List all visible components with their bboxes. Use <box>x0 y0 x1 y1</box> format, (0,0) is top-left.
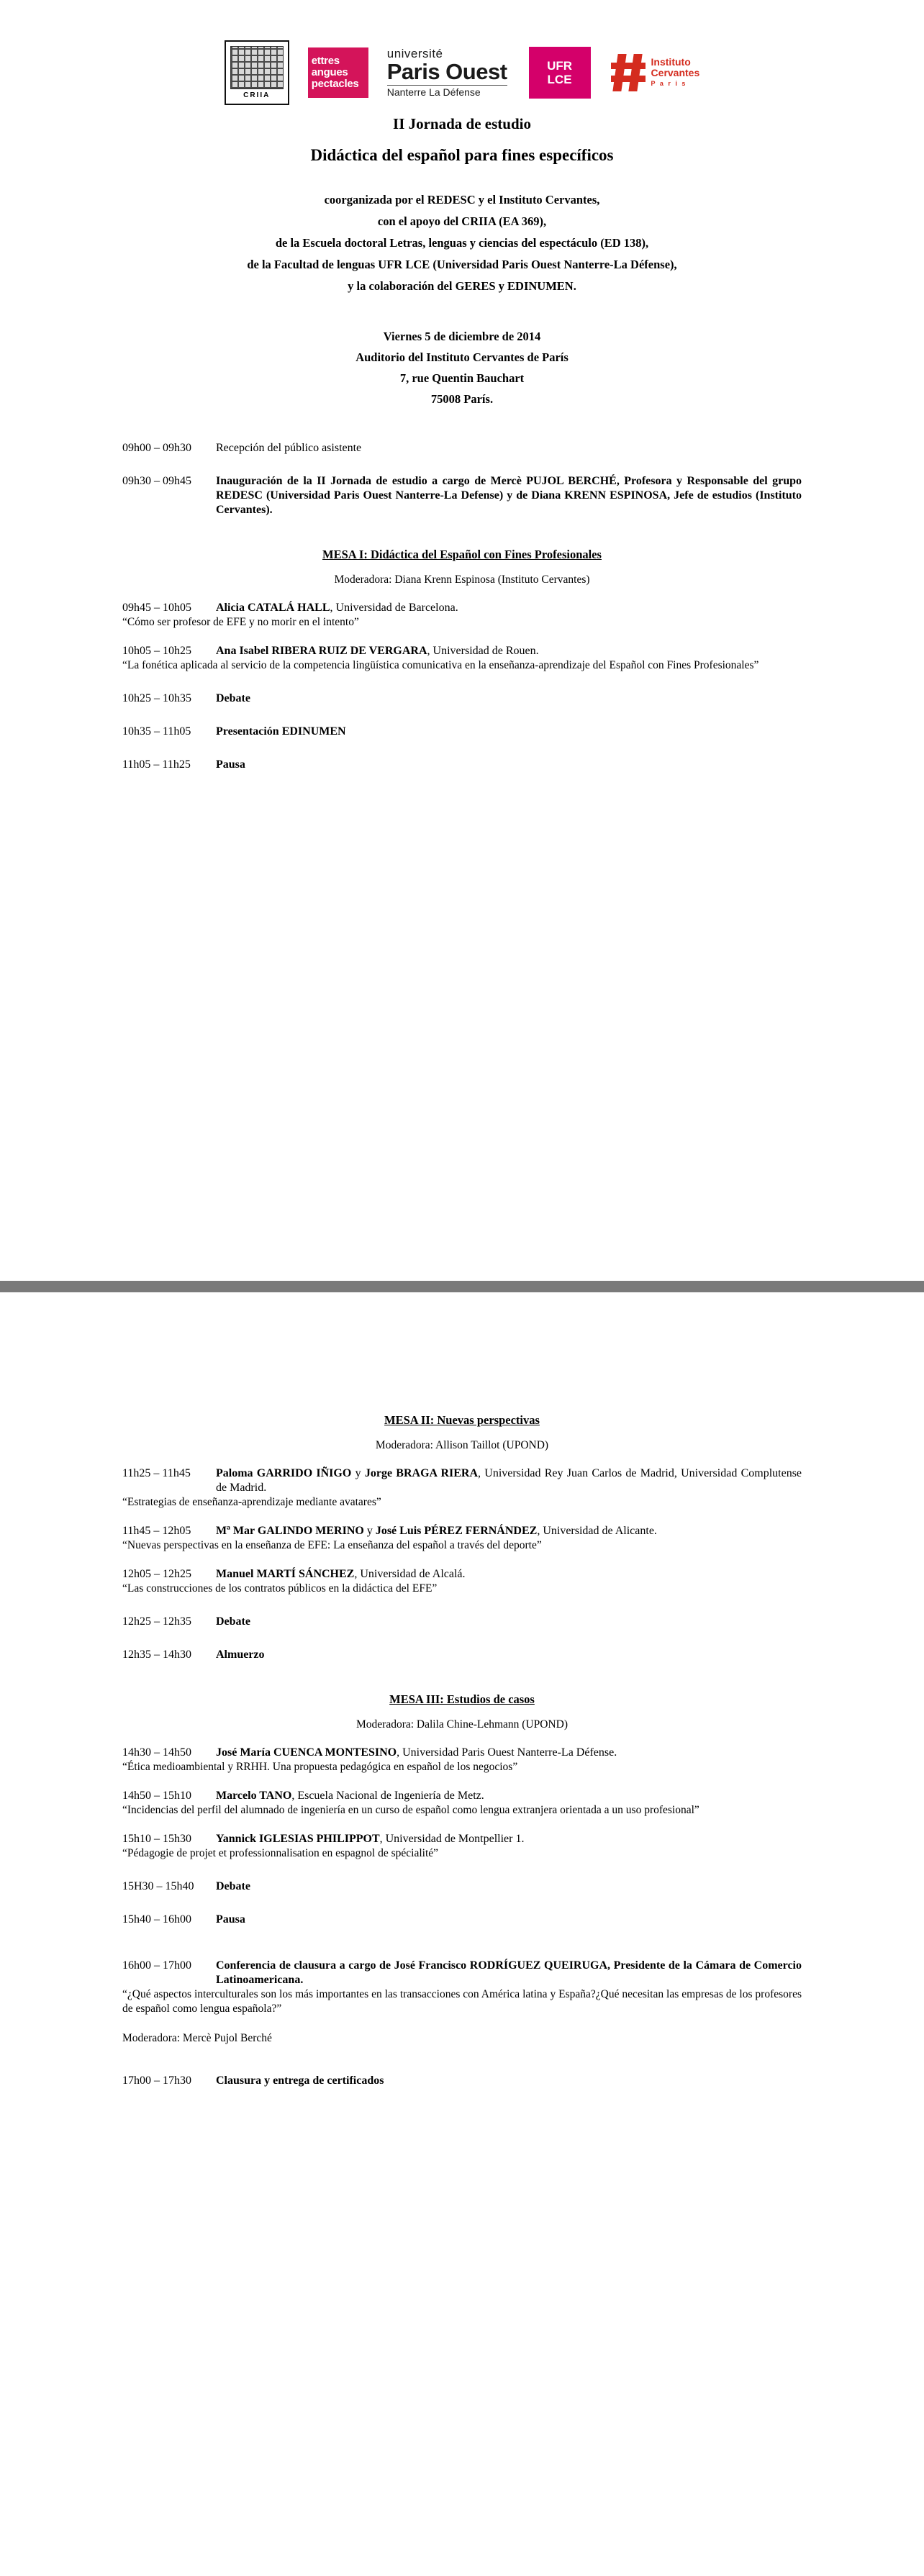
schedule-row <box>122 1789 802 1803</box>
closing-moderator: Moderadora: Mercè Pujol Berché <box>122 2032 272 2044</box>
talk-title: “Incidencias del perfil del alumnado de ingeniería en un curso de español como lengua extranjera orientada a un uso profesional” <box>122 1804 699 1816</box>
schedule-time: 09h30 – 09h45 <box>122 475 191 487</box>
upond-line-1: université <box>386 47 443 61</box>
schedule-time: 15h40 – 16h00 <box>122 1913 191 1926</box>
schedule-desc <box>216 1466 802 1495</box>
schedule-time: 09h00 – 09h30 <box>122 442 191 454</box>
schedule-time: 14h30 – 14h50 <box>122 1746 191 1759</box>
speaker-affiliation: , Universidad Paris Ouest Nanterre-La Défense. <box>397 1746 617 1759</box>
schedule-desc: Almuerzo <box>216 1648 265 1661</box>
schedule-row <box>122 691 802 706</box>
schedule-time: 10h25 – 10h35 <box>122 692 191 704</box>
schedule-time: 10h05 – 10h25 <box>122 645 191 657</box>
schedule-row <box>122 1746 802 1760</box>
closing-conference-title: Conferencia de clausura a cargo de José Francisco RODRÍGUEZ QUEIRUGA, Presidente de la Cámara de Comercio Latinoamericana. <box>216 1959 802 1986</box>
schedule-time: 16h00 – 17h00 <box>122 1959 191 1972</box>
schedule-desc: Inauguración de la II Jornada de estudio a cargo de Mercè PUJOL BERCHÉ, Profesora y Responsable del grupo REDESC (Universidad Paris Ouest Nanterre-La Defense) y de Diana KRENN ESPINOSA, Jefe de estudios (Instituto Cervantes). <box>216 475 802 516</box>
schedule-time: 09h45 – 10h05 <box>122 602 191 614</box>
schedule-desc: Clausura y entrega de certificados <box>216 2074 384 2087</box>
schedule-desc: Presentación EDINUMEN <box>216 725 346 738</box>
talk-title: “Pédagogie de projet et professionnalisation en espagnol de spécialité” <box>122 1847 439 1859</box>
schedule-row <box>122 1879 802 1894</box>
speaker-name: Yannick IGLESIAS PHILIPPOT <box>216 1833 380 1845</box>
schedule-time: 15H30 – 15h40 <box>122 1880 194 1892</box>
schedule-time: 11h05 – 11h25 <box>122 758 191 771</box>
schedule-row <box>122 1615 802 1629</box>
cervantes-logo-text <box>651 57 700 89</box>
mesa-3-heading: MESA III: Estudios de casos <box>389 1692 535 1706</box>
schedule-desc <box>216 1746 802 1760</box>
schedule-desc: Debate <box>216 692 250 704</box>
schedule-desc: Pausa <box>216 1913 245 1926</box>
schedule-row <box>122 1648 802 1662</box>
speaker-name: Ana Isabel RIBERA RUIZ DE VERGARA <box>216 645 427 657</box>
speaker-affiliation: , Escuela Nacional de Ingeniería de Metz. <box>291 1790 484 1802</box>
schedule-row <box>122 474 802 517</box>
ufr-line-1: UFR <box>547 59 573 73</box>
schedule-row <box>122 725 802 739</box>
schedule-desc <box>216 601 802 615</box>
schedule-time: 11h25 – 11h45 <box>122 1467 191 1479</box>
speaker-affiliation: , Universidad de Alicante. <box>537 1525 657 1537</box>
venue-city: 75008 París. <box>430 392 494 406</box>
schedule-time: 17h00 – 17h30 <box>122 2074 191 2087</box>
mesa-2-moderator: Moderadora: Allison Taillot (UPOND) <box>375 1439 549 1451</box>
criia-glyph-icon <box>230 46 284 89</box>
schedule-desc <box>216 1567 802 1582</box>
schedule-time: 12h25 – 12h35 <box>122 1615 191 1628</box>
ufr-lce-logo <box>529 47 591 99</box>
venue-street: 7, rue Quentin Bauchart <box>399 371 525 385</box>
closing-conference-abstract: “¿Qué aspectos interculturales son los más importantes en las transacciones con América latina y España?¿Qué necesitan las empresas de los profesores de español como lengua española?” <box>122 1988 802 2015</box>
talk-title: “Las construcciones de los contratos públicos en la didáctica del EFE” <box>122 1582 438 1595</box>
speaker-name: Marcelo TANO <box>216 1790 292 1802</box>
document-page-1 <box>0 0 924 1281</box>
mesa-1-heading: MESA I: Didáctica del Español con Fines Profesionales <box>322 548 602 561</box>
talk-title: “Ética medioambiental y RRHH. Una propuesta pedagógica en español de los negocios” <box>122 1761 518 1773</box>
talk-title: “Estrategias de enseñanza-aprendizaje mediante avatares” <box>122 1496 381 1508</box>
logo-row <box>122 40 802 105</box>
speaker-affiliation: , Universidad de Barcelona. <box>330 602 458 614</box>
schedule-time: 14h50 – 15h10 <box>122 1790 191 1802</box>
upond-line-3: Nanterre La Défense <box>387 85 507 98</box>
speaker-affiliation: , Universidad Rey Juan Carlos de Madrid, Universidad Complutense de Madrid. <box>216 1467 802 1494</box>
schedule-time: 15h10 – 15h30 <box>122 1833 191 1845</box>
venue-date: Viernes 5 de diciembre de 2014 <box>383 330 541 343</box>
schedule-time: 11h45 – 12h05 <box>122 1525 191 1537</box>
schedule-desc <box>216 1789 802 1803</box>
schedule-row <box>122 644 802 658</box>
schedule-row <box>122 758 802 772</box>
schedule-row <box>122 1913 802 1927</box>
schedule-time: 12h35 – 14h30 <box>122 1648 191 1661</box>
organizer-line: con el apoyo del CRIIA (EA 369), <box>377 214 547 228</box>
speaker-name-2: José Luis PÉREZ FERNÁNDEZ <box>375 1525 538 1537</box>
speaker-conjunction: y <box>351 1467 365 1479</box>
schedule-row <box>122 2074 802 2088</box>
document-page-2 <box>0 1292 924 2576</box>
schedule-page-1 <box>122 441 802 772</box>
schedule-desc: Debate <box>216 1880 250 1892</box>
ufr-line-2: LCE <box>547 73 572 86</box>
criia-logo-label: CRIIA <box>243 91 271 99</box>
organizer-line: y la colaboración del GERES y EDINUMEN. <box>348 279 576 293</box>
upond-line-2: Paris Ouest <box>386 59 507 85</box>
instituto-cervantes-logo <box>610 54 700 91</box>
cervantes-line-1: Instituto <box>651 55 691 68</box>
schedule-row <box>122 441 802 455</box>
organizer-line: de la Facultad de lenguas UFR LCE (Universidad Paris Ouest Nanterre-La Défense), <box>247 258 677 271</box>
speaker-name: José María CUENCA MONTESINO <box>216 1746 397 1759</box>
schedule-desc: Pausa <box>216 758 245 771</box>
venue-block <box>122 326 802 409</box>
schedule-time: 10h35 – 11h05 <box>122 725 191 738</box>
schedule-row <box>122 601 802 615</box>
mesa-1-moderator: Moderadora: Diana Krenn Espinosa (Instituto Cervantes) <box>334 573 590 586</box>
schedule-desc <box>216 644 802 658</box>
speaker-name: Manuel MARTÍ SÁNCHEZ <box>216 1568 355 1580</box>
organizer-line: de la Escuela doctoral Letras, lenguas y ciencias del espectáculo (ED 138), <box>275 236 649 250</box>
speaker-affiliation: , Universidad de Alcalá. <box>354 1568 466 1580</box>
mesa-3-moderator: Moderadora: Dalila Chine-Lehmann (UPOND) <box>356 1718 568 1731</box>
speaker-name: Alicia CATALÁ HALL <box>216 602 330 614</box>
cervantes-mark-icon <box>610 54 647 91</box>
schedule-row <box>122 1466 802 1495</box>
schedule-desc <box>216 1832 802 1846</box>
schedule-time: 12h05 – 12h25 <box>122 1568 191 1580</box>
speaker-name: Paloma GARRIDO IÑIGO <box>216 1467 352 1479</box>
page-title: II Jornada de estudio <box>393 115 531 132</box>
speaker-affiliation: , Universidad de Montpellier 1. <box>379 1833 525 1845</box>
speaker-name-2: Jorge BRAGA RIERA <box>364 1467 479 1479</box>
talk-title: “Cómo ser profesor de EFE y no morir en el intento” <box>122 616 359 628</box>
speaker-affiliation: , Universidad de Rouen. <box>427 645 539 657</box>
page-separator <box>0 1281 924 1292</box>
cervantes-line-2: Cervantes <box>651 66 700 78</box>
mesa-2-heading: MESA II: Nuevas perspectivas <box>384 1413 540 1427</box>
cervantes-line-3: P a r i s <box>651 79 687 87</box>
schedule-row <box>122 1832 802 1846</box>
closing-row <box>122 1959 802 1987</box>
speaker-conjunction: y <box>363 1525 376 1537</box>
criia-logo <box>225 40 289 105</box>
universite-paris-ouest-logo <box>387 47 510 97</box>
schedule-desc <box>216 1524 802 1538</box>
schedule-row <box>122 1524 802 1538</box>
talk-title: “Nuevas perspectivas en la enseñanza de EFE: La enseñanza del español a través del deporte” <box>122 1539 542 1551</box>
schedule-desc: Debate <box>216 1615 250 1628</box>
talk-title: “La fonética aplicada al servicio de la competencia lingüística comunicativa en la enseñanza-aprendizaje del Español con Fines Profesionales” <box>122 659 759 671</box>
lettres-langues-spectacles-logo: ettres angues pectacles <box>308 47 368 98</box>
schedule-desc: Recepción del público asistente <box>216 442 362 454</box>
speaker-name: Mª Mar GALINDO MERINO <box>216 1525 364 1537</box>
organizers-block <box>122 189 802 297</box>
page-subtitle: Didáctica del español para fines específicos <box>310 146 614 164</box>
organizer-line: coorganizada por el REDESC y el Instituto Cervantes, <box>324 193 600 207</box>
schedule-row <box>122 1567 802 1582</box>
venue-place: Auditorio del Instituto Cervantes de París <box>355 350 569 364</box>
